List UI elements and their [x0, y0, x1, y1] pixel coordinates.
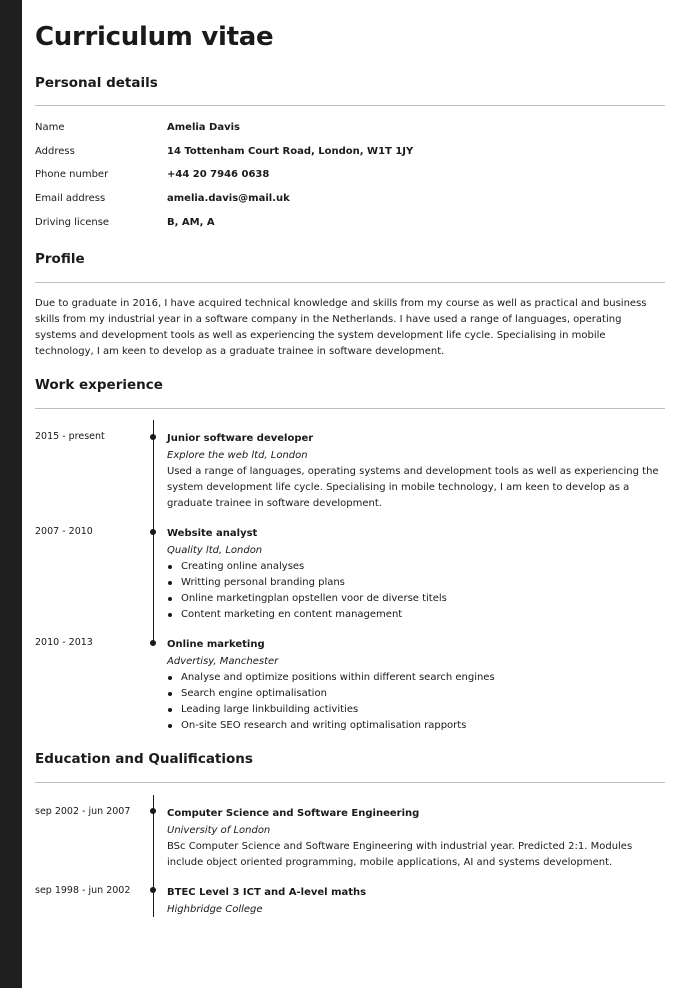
section-heading-profile: Profile — [35, 251, 85, 267]
entry-date: 2015 - present — [35, 431, 105, 442]
detail-value: amelia.davis@mail.uk — [167, 193, 290, 204]
left-sidebar-bar — [0, 0, 22, 988]
profile-text: Due to graduate in 2016, I have acquired technical knowledge and skills from my course as well as practical and business skills from my industrial year in a software company in the Netherlands. I have used a range of languages, operating systems and development tools as well as experiencing the system development life cycle. Specialising in mobile technology, I am keen to develop as a graduate trainee in software development. — [35, 298, 647, 357]
list-item: Creating online analyses — [167, 559, 665, 575]
personal-detail-row-name — [35, 122, 665, 138]
entry-date: sep 2002 - jun 2007 — [35, 806, 131, 817]
bullet-icon — [168, 676, 172, 680]
detail-value: 14 Tottenham Court Road, London, W1T 1JY — [167, 146, 414, 157]
timeline-dot — [150, 640, 156, 646]
bullet-icon — [168, 597, 172, 601]
entry-title: Website analyst — [167, 528, 258, 539]
entry-date: sep 1998 - jun 2002 — [35, 885, 131, 896]
bullet-icon — [168, 581, 172, 585]
entry-date: 2010 - 2013 — [35, 637, 93, 648]
entry-description: BSc Computer Science and Software Engineering with industrial year. Predicted 2:1. Modules include object oriented programming, mobile applications, AI and systems development. — [167, 841, 633, 868]
bullet-icon — [168, 708, 172, 712]
entry-description: Used a range of languages, operating systems and development tools as well as experiencing the system development life cycle. Specialising in mobile technology, I am keen to develop as a graduate trainee in software development. — [167, 466, 659, 509]
bullet-icon — [168, 613, 172, 617]
entry-organization: Advertisy, Manchester — [167, 656, 279, 667]
detail-value: B, AM, A — [167, 217, 215, 228]
bullet-icon — [168, 692, 172, 696]
entry-title: Online marketing — [167, 639, 265, 650]
timeline-dot — [150, 434, 156, 440]
timeline-dot — [150, 808, 156, 814]
entry-bullet-list — [167, 670, 665, 734]
entry-organization: University of London — [167, 825, 271, 836]
bullet-icon — [168, 565, 172, 569]
entry-organization: Explore the web ltd, London — [167, 450, 308, 461]
cv-page — [35, 0, 665, 988]
work-entry — [167, 430, 665, 512]
list-item: Search engine optimalisation — [167, 686, 665, 702]
section-heading-education: Education and Qualifications — [35, 751, 253, 767]
personal-detail-row-phone — [35, 169, 665, 185]
entry-title: BTEC Level 3 ICT and A-level maths — [167, 887, 367, 898]
entry-title: Computer Science and Software Engineering — [167, 808, 420, 819]
personal-detail-row-email — [35, 193, 665, 209]
section-divider — [35, 105, 665, 106]
detail-label: Name — [35, 122, 65, 133]
list-item: Analyse and optimize positions within different search engines — [167, 670, 665, 686]
entry-organization: Quality ltd, London — [167, 545, 263, 556]
list-item: On-site SEO research and writing optimalisation rapports — [167, 718, 665, 734]
work-entry — [167, 636, 665, 734]
timeline-dot — [150, 529, 156, 535]
education-entry — [167, 884, 665, 918]
entry-date: 2007 - 2010 — [35, 526, 93, 537]
list-item: Leading large linkbuilding activities — [167, 702, 665, 718]
page-title: Curriculum vitae — [35, 22, 274, 52]
detail-value: Amelia Davis — [167, 122, 240, 133]
personal-detail-row-driving-license — [35, 217, 665, 233]
entry-bullet-list — [167, 559, 665, 623]
section-divider — [35, 408, 665, 409]
list-item: Writting personal branding plans — [167, 575, 665, 591]
section-divider — [35, 282, 665, 283]
detail-value: +44 20 7946 0638 — [167, 169, 270, 180]
work-entry — [167, 525, 665, 623]
entry-organization: Highbridge College — [167, 904, 263, 915]
personal-detail-row-address — [35, 146, 665, 162]
detail-label: Email address — [35, 193, 106, 204]
list-item: Online marketingplan opstellen voor de diverse titels — [167, 591, 665, 607]
section-heading-personal-details: Personal details — [35, 75, 158, 91]
bullet-icon — [168, 724, 172, 728]
education-entry — [167, 805, 665, 871]
timeline-dot — [150, 887, 156, 893]
entry-title: Junior software developer — [167, 433, 314, 444]
detail-label: Phone number — [35, 169, 109, 180]
section-heading-work-experience: Work experience — [35, 377, 163, 393]
detail-label: Address — [35, 146, 75, 157]
list-item: Content marketing en content management — [167, 607, 665, 623]
section-divider — [35, 782, 665, 783]
detail-label: Driving license — [35, 217, 110, 228]
